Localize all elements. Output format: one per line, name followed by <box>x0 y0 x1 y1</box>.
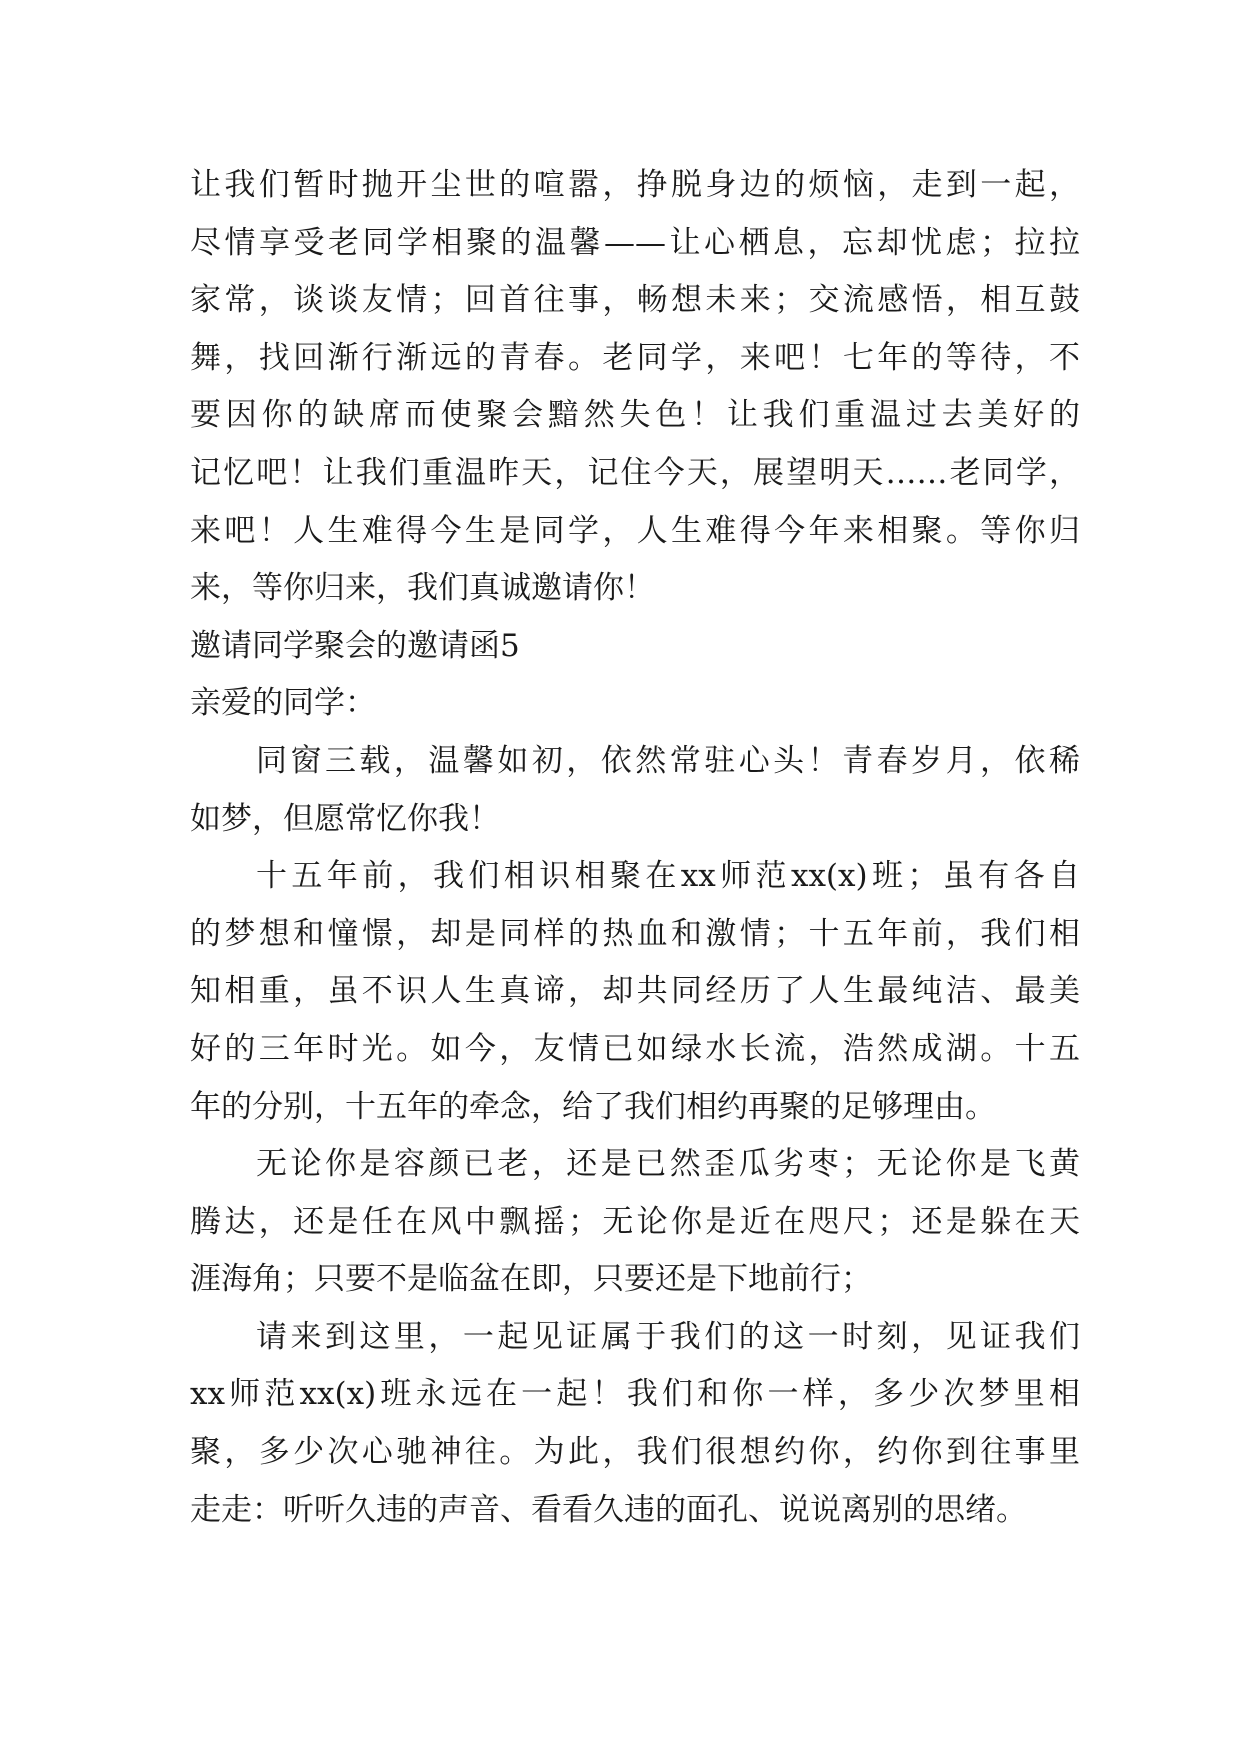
paragraph-line: 无论你是容颜已老，还是已然歪瓜劣枣；无论你是飞黄 <box>256 1146 1080 1183</box>
document-body <box>190 157 1080 1539</box>
paragraph-line: 的梦想和憧憬，却是同样的热血和激情；十五年前，我们相 <box>190 915 1080 952</box>
paragraph-1 <box>190 157 1080 618</box>
paragraph-line: 让我们暂时抛开尘世的喧嚣，挣脱身边的烦恼，走到一起， <box>190 167 1080 203</box>
paragraph-line: 记忆吧！让我们重温昨天，记住今天，展望明天……老同学， <box>190 454 1080 491</box>
paragraph-line: 要因你的缺席而使聚会黯然失色！让我们重温过去美好的 <box>190 397 1080 434</box>
paragraph-line: 好的三年时光。如今，友情已如绿水长流，浩然成湖。十五 <box>190 1030 1080 1067</box>
paragraph-line: 十五年前，我们相识相聚在xx师范xx(x)班；虽有各自 <box>256 858 1080 895</box>
paragraph-3 <box>190 848 1080 1136</box>
paragraph-line: 同窗三载，温馨如初，依然常驻心头！青春岁月，依稀 <box>256 742 1080 779</box>
paragraph-line: 腾达，还是任在风中飘摇；无论你是近在咫尺；还是躲在天 <box>190 1203 1080 1240</box>
paragraph-line: 涯海角；只要不是临盆在即，只要还是下地前行； <box>190 1261 872 1298</box>
paragraph-line: 请来到这里，一起见证属于我们的这一时刻，见证我们 <box>256 1318 1080 1355</box>
paragraph-line: 聚，多少次心驰神往。为此，我们很想约你，约你到往事里 <box>190 1434 1080 1471</box>
paragraph-line: 家常，谈谈友情；回首往事，畅想未来；交流感悟，相互鼓 <box>190 282 1080 319</box>
paragraph-line: 如梦，但愿常忆你我！ <box>190 800 500 837</box>
paragraph-2 <box>190 733 1080 848</box>
paragraph-line: 来，等你归来，我们真诚邀请你！ <box>190 570 655 607</box>
paragraph-4 <box>190 1136 1080 1309</box>
paragraph-line: 来吧！人生难得今生是同学，人生难得今年来相聚。等你归 <box>190 512 1080 549</box>
paragraph-line: 知相重，虽不识人生真谛，却共同经历了人生最纯洁、最美 <box>190 973 1080 1010</box>
salutation: 亲爱的同学： <box>190 685 376 722</box>
paragraph-line: 舞，找回渐行渐远的青春。老同学，来吧！七年的等待，不 <box>190 339 1080 376</box>
section-title: 邀请同学聚会的邀请函5 <box>190 627 520 664</box>
paragraph-5 <box>190 1309 1080 1539</box>
paragraph-line: 尽情享受老同学相聚的温馨——让心栖息，忘却忧虑；拉拉 <box>190 224 1080 261</box>
paragraph-line: 走走：听听久违的声音、看看久违的面孔、说说离别的思绪。 <box>190 1491 1027 1528</box>
paragraph-line: 年的分别，十五年的牵念，给了我们相约再聚的足够理由。 <box>190 1088 996 1125</box>
paragraph-line: xx师范xx(x)班永远在一起！我们和你一样，多少次梦里相 <box>190 1376 1080 1413</box>
